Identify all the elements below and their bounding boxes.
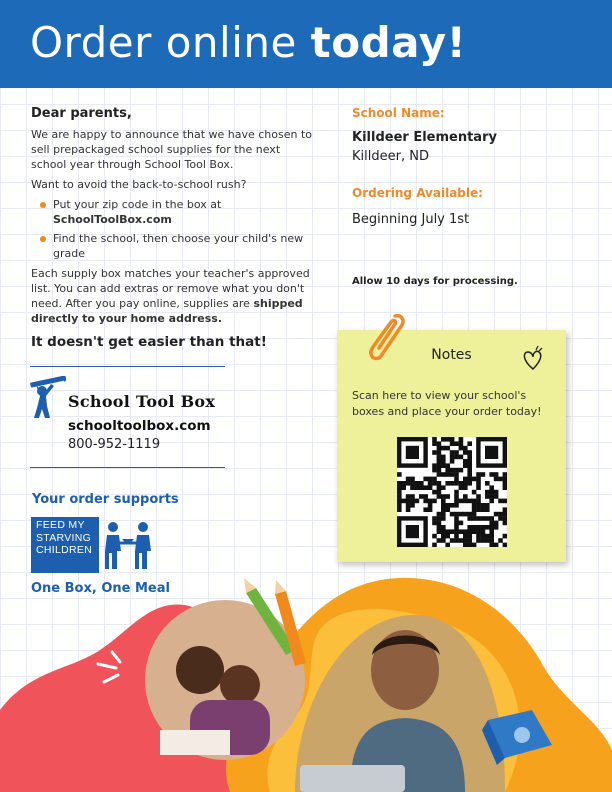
body-start: Each supply box matches your teacher's approved list. You can add extras or remove what you don't need. After you pay online, supplies are xyxy=(31,267,310,310)
ordering-label: Ordering Available: xyxy=(352,186,483,200)
notes-text: Scan here to view your school's boxes and place your order today! xyxy=(352,389,542,418)
school-name: Killdeer Elementary xyxy=(352,130,497,145)
salutation: Dear parents, xyxy=(31,106,132,121)
school-info xyxy=(352,106,572,229)
list-item xyxy=(53,197,316,227)
divider-top xyxy=(30,366,225,367)
charity-line-2: STARVING xyxy=(36,531,92,544)
brand-name: School Tool Box xyxy=(68,392,216,411)
divider-bottom xyxy=(30,467,225,468)
bullet2-text: Find the school, then choose your child's new grade xyxy=(53,232,304,260)
pencil-kid-icon xyxy=(30,376,66,420)
bullet1-link[interactable]: SchoolToolBox.com xyxy=(53,213,172,226)
paperclip-icon xyxy=(365,312,411,364)
heart-doodle-icon xyxy=(520,344,546,372)
list-item xyxy=(53,231,316,261)
qr-code[interactable] xyxy=(397,437,507,547)
header-banner xyxy=(0,0,612,88)
ordering-value: Beginning July 1st xyxy=(352,212,470,227)
photo-collage xyxy=(0,560,612,792)
title-bold: today! xyxy=(310,18,467,67)
school-location: Killdeer, ND xyxy=(352,149,429,164)
question-text: Want to avoid the back-to-school rush? xyxy=(31,178,247,191)
sticky-note xyxy=(337,330,566,562)
supports-label: Your order supports xyxy=(32,492,179,507)
brand-logo xyxy=(30,378,230,418)
letter xyxy=(31,106,316,350)
charity-line-1: FEED MY xyxy=(36,519,85,531)
body-paragraph xyxy=(31,266,316,326)
bullet1-text: Put your zip code in the box at xyxy=(53,198,222,211)
page-title xyxy=(30,14,466,72)
charity-slogan: One Box, One Meal xyxy=(31,581,170,596)
body-bold: shipped directly to your home address. xyxy=(31,297,303,325)
intro-paragraph: We are happy to announce that we have chosen to sell prepackaged school supplies for the next school year through School Tool Box. xyxy=(31,128,313,171)
website-link[interactable]: schooltoolbox.com xyxy=(68,418,211,434)
charity-line-3: CHILDREN xyxy=(36,544,93,556)
phone-number: 800-952-1119 xyxy=(68,437,161,452)
notes-title: Notes xyxy=(431,347,472,363)
qr-code-icon xyxy=(397,437,507,547)
processing-note: Allow 10 days for processing. xyxy=(352,276,518,287)
steps-list xyxy=(31,197,316,261)
title-regular: Order online xyxy=(30,18,311,67)
tagline: It doesn't get easier than that! xyxy=(31,334,267,350)
school-name-label: School Name: xyxy=(352,106,445,120)
